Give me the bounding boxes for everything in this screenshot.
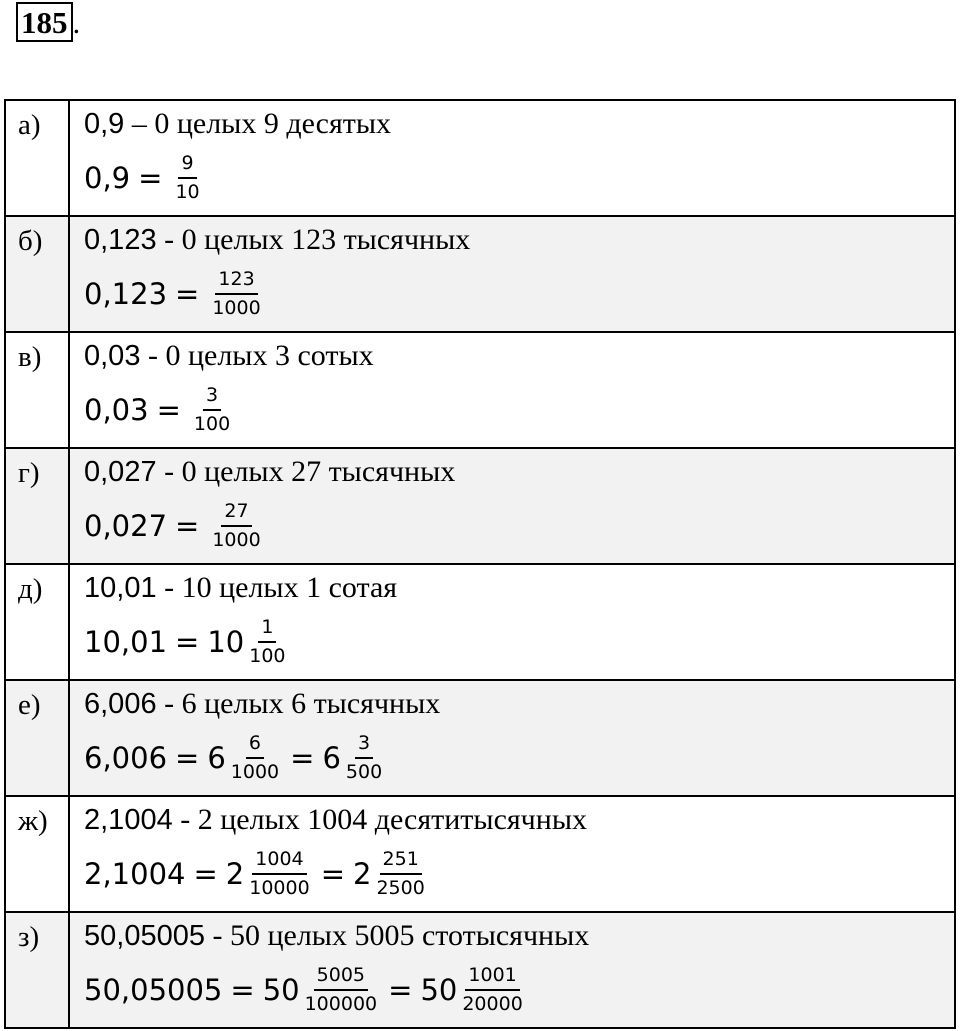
description-text: - 10 целых 1 сотая	[156, 571, 398, 604]
mixed-whole: 50	[262, 972, 300, 1007]
denominator: 100	[193, 413, 231, 435]
numerator: 3	[355, 734, 373, 759]
equals-sign: =	[193, 856, 218, 891]
equation	[84, 263, 954, 325]
equals-sign: =	[230, 972, 255, 1007]
fraction	[373, 850, 427, 898]
row-letter: ж)	[5, 796, 69, 912]
table-row	[5, 216, 955, 332]
denominator: 100000	[304, 993, 378, 1015]
table-row	[5, 796, 955, 912]
row-description	[84, 223, 954, 257]
denominator: 1000	[230, 761, 280, 783]
numerator: 6	[246, 734, 264, 759]
decimal-number: 2,1004	[84, 804, 173, 836]
row-letter: в)	[5, 332, 69, 448]
equals-sign: =	[175, 740, 200, 775]
row-description	[84, 687, 954, 721]
equation	[84, 611, 954, 673]
description-text: - 0 целых 27 тысячных	[156, 455, 456, 488]
table-row	[5, 448, 955, 564]
equals-sign: =	[290, 740, 315, 775]
description-text: - 2 целых 1004 десятитысячных	[172, 803, 587, 836]
row-letter: е)	[5, 680, 69, 796]
denominator: 100	[249, 645, 286, 667]
fraction	[209, 270, 263, 318]
denominator: 2500	[376, 877, 425, 899]
fraction	[191, 386, 233, 434]
equation-left: 50,05005	[84, 972, 223, 1007]
row-content	[69, 448, 955, 564]
equation-left: 6,006	[84, 740, 168, 775]
equals-sign: =	[156, 392, 181, 427]
row-description	[84, 339, 954, 373]
table-row	[5, 680, 955, 796]
solutions-table	[4, 99, 956, 1029]
decimal-number: 0,9	[84, 108, 125, 140]
equals-sign: =	[138, 160, 163, 195]
task-number-box: 185	[16, 2, 73, 42]
decimal-number: 50,05005	[84, 920, 205, 952]
row-description	[84, 107, 954, 141]
row-description	[84, 919, 954, 953]
equation	[84, 727, 954, 789]
numerator: 1	[258, 618, 276, 643]
row-description	[84, 455, 954, 489]
row-letter: з)	[5, 912, 69, 1028]
row-content	[69, 680, 955, 796]
fraction	[246, 618, 288, 666]
decimal-number: 0,03	[84, 340, 141, 372]
table-row	[5, 332, 955, 448]
mixed-whole: 50	[420, 972, 458, 1007]
equation	[84, 379, 954, 441]
table-row	[5, 564, 955, 680]
equals-sign: =	[320, 856, 346, 891]
equals-sign: =	[175, 624, 200, 659]
row-letter: а)	[5, 100, 69, 216]
description-text: - 0 целых 3 сотых	[140, 339, 374, 372]
row-content	[69, 564, 955, 680]
numerator: 1004	[252, 850, 306, 875]
equals-sign: =	[175, 508, 200, 543]
equation-left: 2,1004	[84, 856, 186, 891]
equation-left: 0,9	[84, 160, 131, 195]
mixed-whole: 6	[207, 740, 226, 775]
numerator: 9	[178, 154, 196, 179]
row-content	[69, 912, 955, 1028]
description-text: - 6 целых 6 тысячных	[156, 687, 441, 720]
denominator: 10000	[249, 877, 310, 899]
fraction	[228, 734, 282, 782]
description-text: – 0 целых 9 десятых	[124, 107, 392, 140]
denominator: 10	[175, 181, 200, 203]
equation-left: 0,123	[84, 276, 168, 311]
equation	[84, 959, 954, 1021]
numerator: 27	[221, 502, 251, 527]
numerator: 251	[380, 850, 422, 875]
row-content	[69, 216, 955, 332]
row-letter: г)	[5, 448, 69, 564]
numerator: 1001	[465, 966, 519, 991]
fraction	[302, 966, 381, 1014]
mixed-whole: 10	[207, 624, 245, 659]
mixed-whole: 6	[322, 740, 341, 775]
description-text: - 0 целых 123 тысячных	[156, 223, 471, 256]
fraction	[343, 734, 385, 782]
denominator: 1000	[212, 297, 261, 319]
row-letter: б)	[5, 216, 69, 332]
equals-sign: =	[388, 972, 413, 1007]
fraction	[172, 154, 202, 202]
fraction	[246, 850, 312, 898]
mixed-whole: 2	[353, 856, 372, 891]
row-content	[69, 332, 955, 448]
equation	[84, 843, 954, 905]
row-content	[69, 100, 955, 216]
numerator: 5005	[314, 966, 368, 991]
decimal-number: 0,027	[84, 456, 157, 488]
fraction	[459, 966, 525, 1014]
mixed-whole: 2	[225, 856, 245, 891]
numerator: 123	[215, 270, 257, 295]
row-description	[84, 803, 954, 837]
decimal-number: 0,123	[84, 224, 157, 256]
row-letter: д)	[5, 564, 69, 680]
table-row	[5, 912, 955, 1028]
table-row	[5, 100, 955, 216]
equation-left: 0,03	[84, 392, 149, 427]
description-text: - 50 целых 5005 стотысячных	[204, 919, 590, 952]
equation	[84, 495, 954, 557]
denominator: 500	[345, 761, 383, 783]
equals-sign: =	[175, 276, 200, 311]
denominator: 1000	[212, 529, 261, 551]
denominator: 20000	[462, 993, 523, 1015]
numerator: 3	[203, 386, 221, 411]
row-description	[84, 571, 954, 605]
row-content	[69, 796, 955, 912]
task-number	[16, 2, 80, 42]
decimal-number: 6,006	[84, 688, 157, 720]
equation-left: 0,027	[84, 508, 168, 543]
fraction	[209, 502, 263, 550]
equation	[84, 147, 954, 209]
equation-left: 10,01	[84, 624, 168, 659]
decimal-number: 10,01	[84, 572, 157, 604]
task-number-suffix: .	[72, 5, 81, 40]
